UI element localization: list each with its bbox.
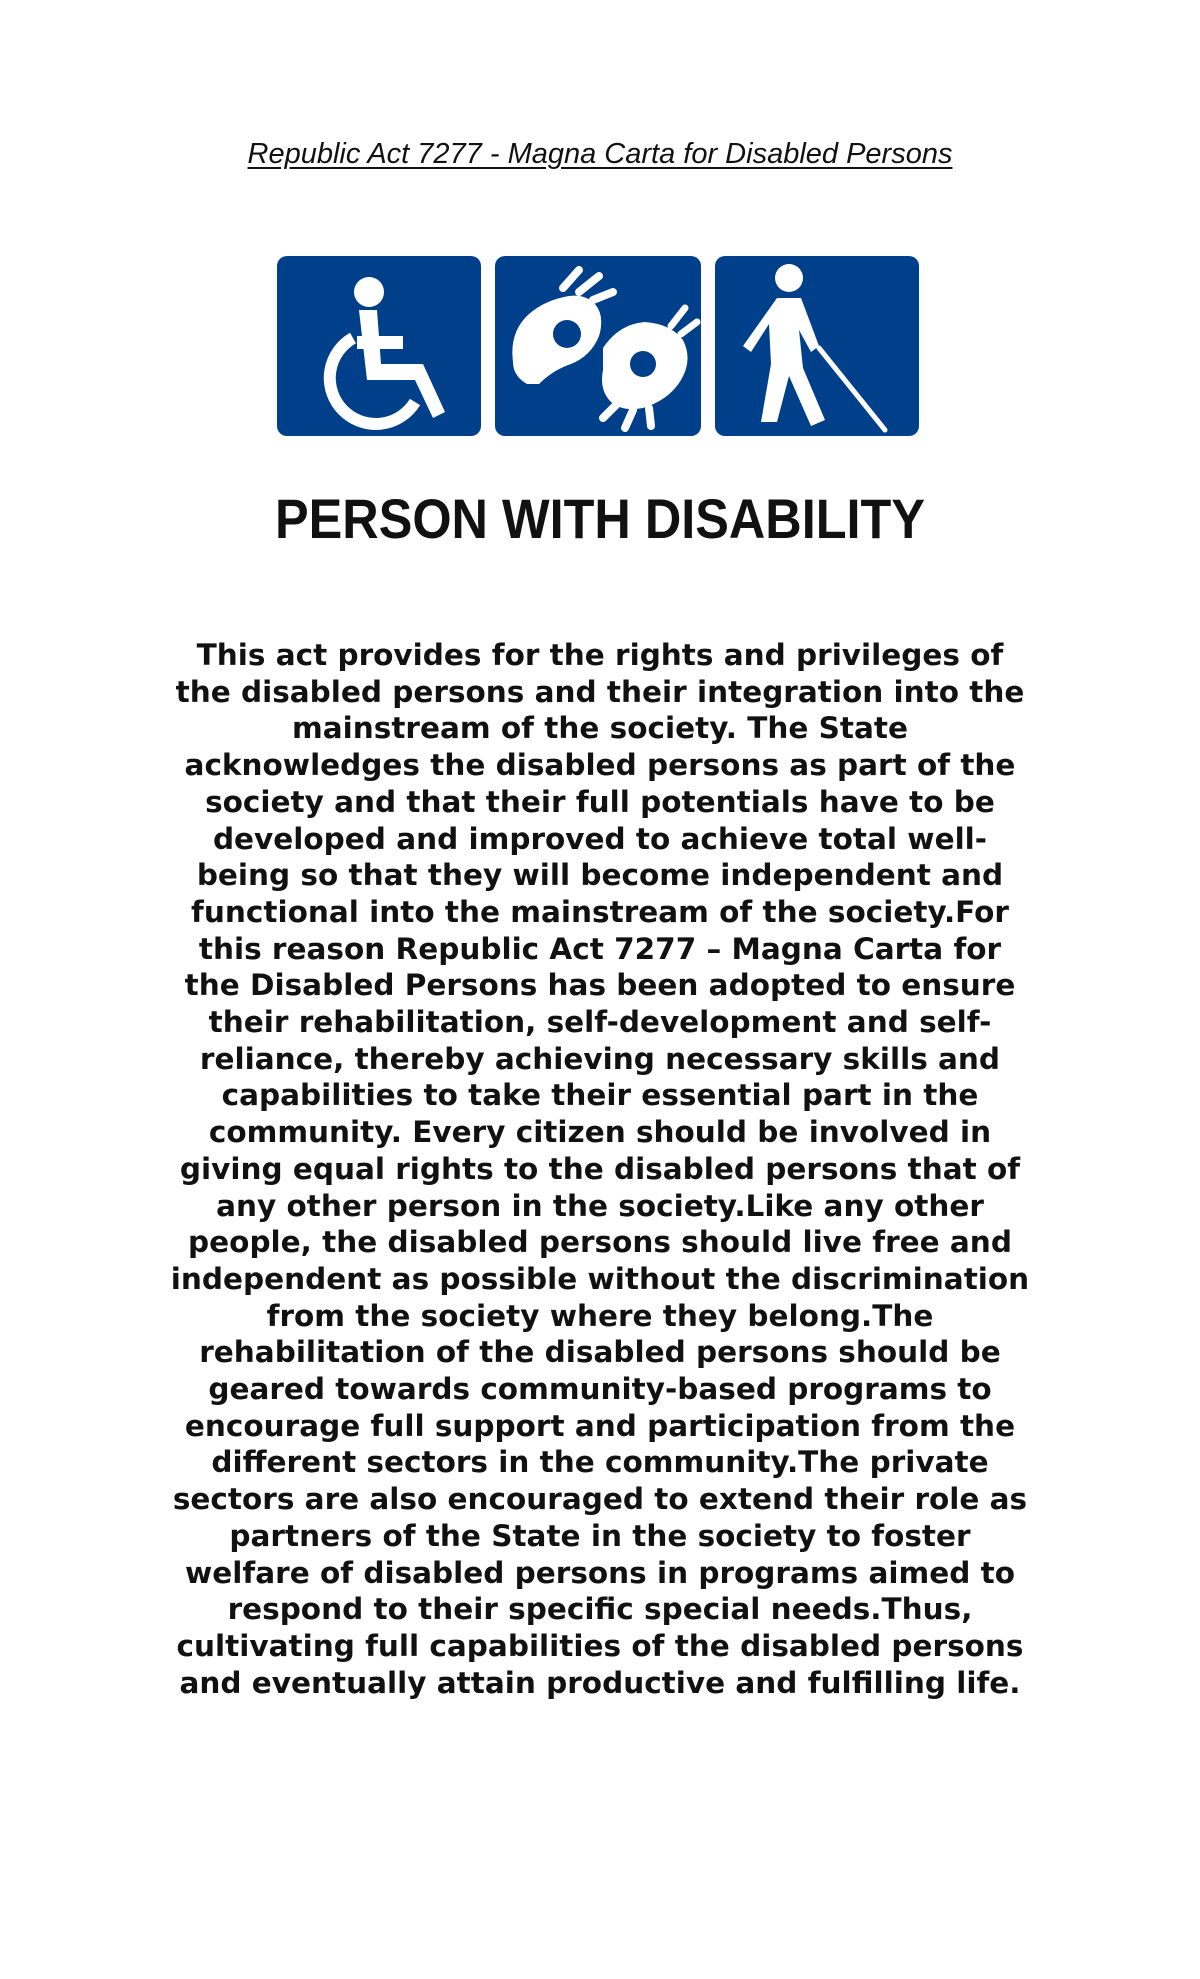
blind-person-cane-icon xyxy=(715,256,919,436)
body-paragraph: This act provides for the rights and privileges of the disabled persons and their integration into the mainstream of the society. The State acknowledges the disabled persons as part of the society and that their full potentials have to be developed and improved to achieve total well-being so that they will become independent and functional into the mainstream of the society.For this reason Republic Act 7277 – Magna Carta for the Disabled Persons has been adopted to ensure their rehabilitation, self-development and self-reliance, thereby achieving necessary skills and capabilities to take their essential part in the community. Every citizen should be involved in giving equal rights to the disabled persons that of any other person in the society.Like any other people, the disabled persons should live free and independent as possible without the discrimination from the society where they belong.The rehabilitation of the disabled persons should be geared towards community-based programs to encourage full support and participation from the different sectors in the community.The private sectors are also encouraged to extend their role as partners of the State in the society to foster welfare of disabled persons in programs aimed to respond to their specific special needs.Thus, cultivating full capabilities of the disabled persons and eventually attain productive and fulfilling life. xyxy=(170,638,1030,1700)
wheelchair-icon xyxy=(277,256,481,436)
logo-caption: PERSON WITH DISABILITY xyxy=(275,487,925,550)
disability-logo xyxy=(273,252,927,552)
page-title: Republic Act 7277 - Magna Carta for Disabled Persons xyxy=(247,138,953,170)
sign-language-icon xyxy=(495,256,701,436)
